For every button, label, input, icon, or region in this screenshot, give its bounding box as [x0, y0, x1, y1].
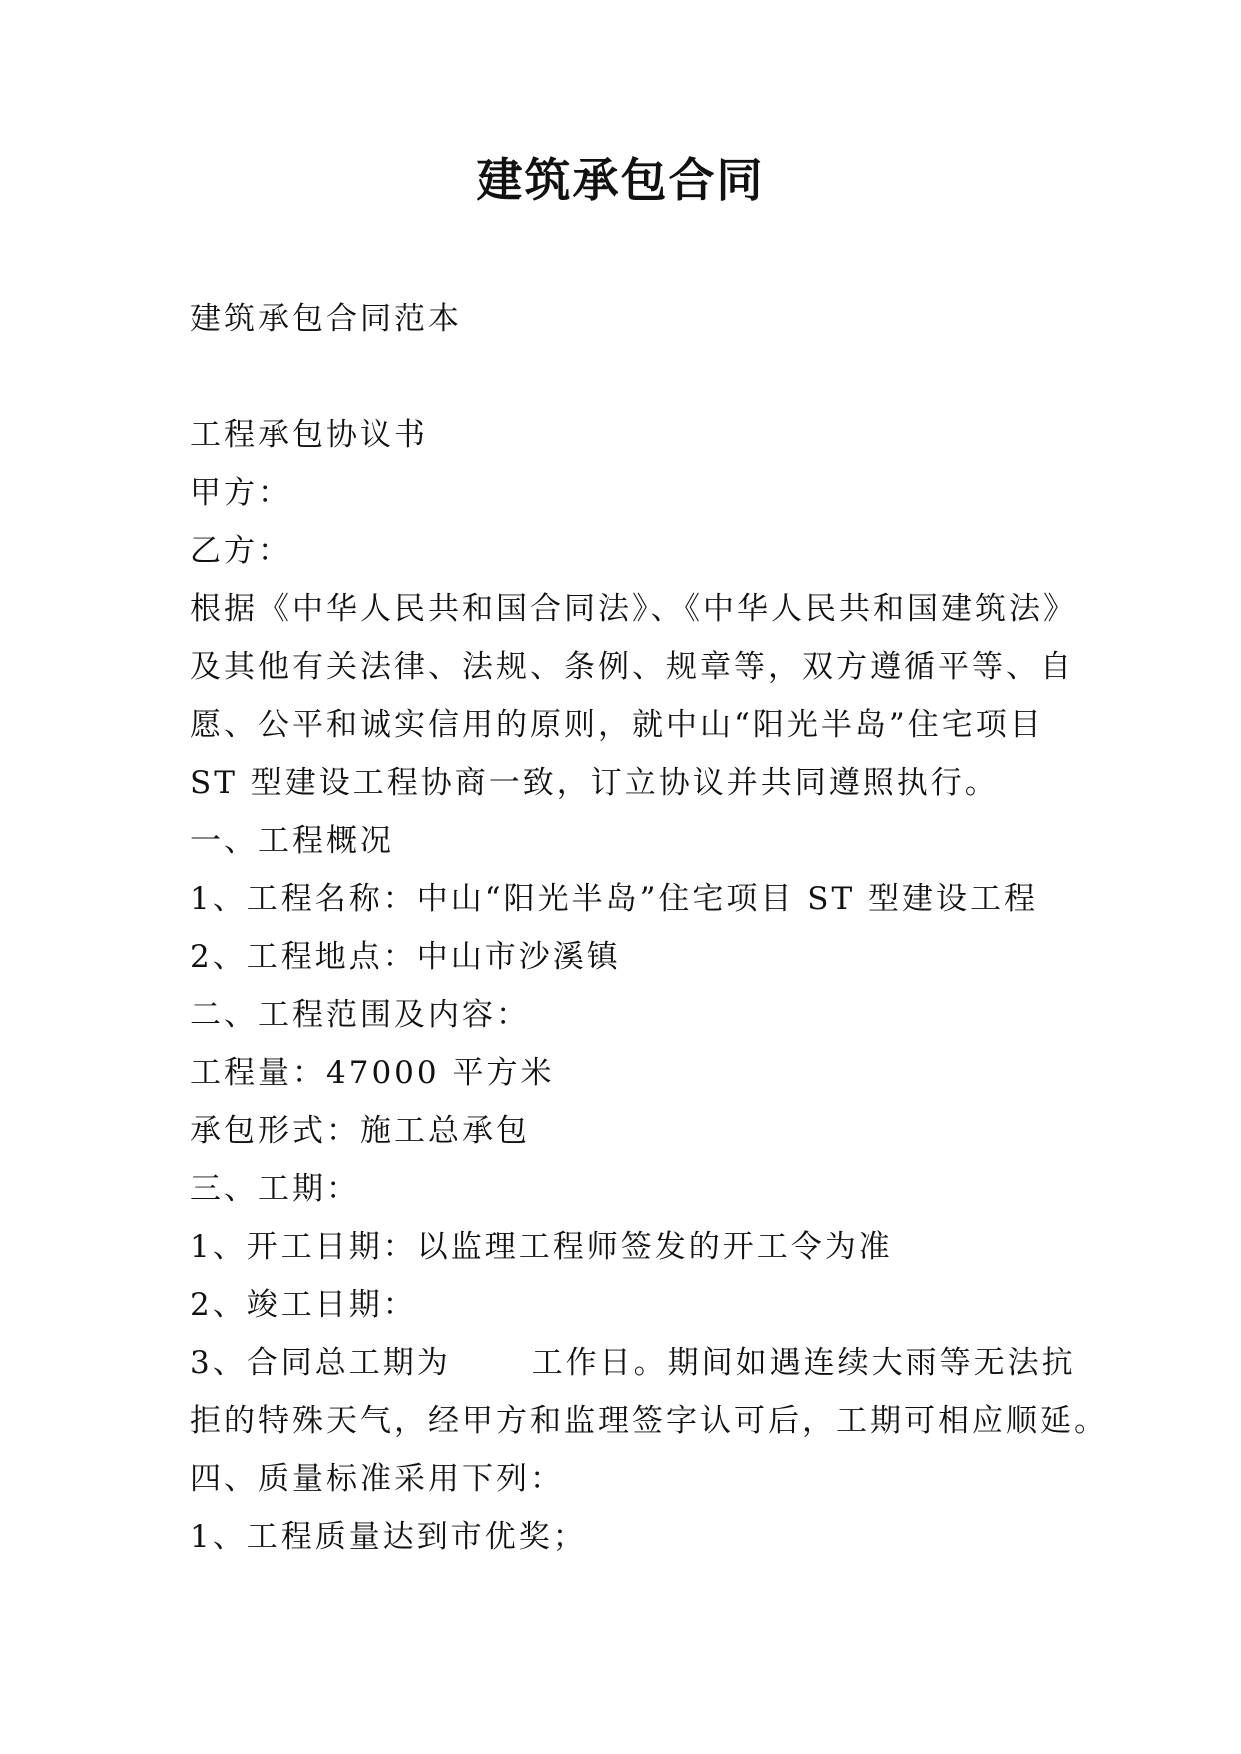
section-heading-overview: 一、工程概况	[190, 823, 394, 859]
agreement-heading: 工程承包协议书	[190, 417, 428, 453]
start-date-line: 1、开工日期：以监理工程师签发的开工令为准	[190, 1229, 893, 1265]
quantity-line: 工程量：47000 平方米	[190, 1055, 555, 1091]
party-a-line: 甲方：	[190, 475, 292, 511]
contract-form-line: 承包形式：施工总承包	[190, 1113, 530, 1149]
preamble-line-3: 愿、公平和诚实信用的原则，就中山“阳光半岛”住宅项目	[190, 707, 1044, 743]
document-title: 建筑承包合同	[476, 153, 765, 207]
party-b-line: 乙方：	[190, 533, 292, 569]
preamble-line-2: 及其他有关法律、法规、条例、规章等，双方遵循平等、自	[190, 649, 1074, 685]
project-location-line: 2、工程地点：中山市沙溪镇	[190, 939, 621, 975]
project-name-line: 1、工程名称：中山“阳光半岛”住宅项目 ST 型建设工程	[190, 881, 1039, 917]
total-duration-line-1: 3、合同总工期为 工作日。期间如遇连续大雨等无法抗	[190, 1345, 1076, 1381]
section-heading-quality: 四、质量标准采用下列：	[190, 1461, 564, 1497]
section-heading-schedule: 三、工期：	[190, 1171, 360, 1207]
document-body	[190, 290, 1108, 1566]
document-subtitle: 建筑承包合同范本	[190, 301, 462, 337]
quality-item-1: 1、工程质量达到市优奖；	[190, 1519, 587, 1555]
completion-date-line: 2、竣工日期：	[190, 1287, 417, 1323]
paragraph-gap	[190, 348, 1070, 406]
preamble-line-1: 根据《中华人民共和国合同法》、《中华人民共和国建筑法》	[190, 591, 1077, 627]
section-heading-scope: 二、工程范围及内容：	[190, 997, 530, 1033]
preamble-line-4: ST 型建设工程协商一致，订立协议并共同遵照执行。	[190, 765, 999, 801]
total-duration-line-2: 拒的特殊天气，经甲方和监理签字认可后，工期可相应顺延。	[190, 1403, 1108, 1439]
